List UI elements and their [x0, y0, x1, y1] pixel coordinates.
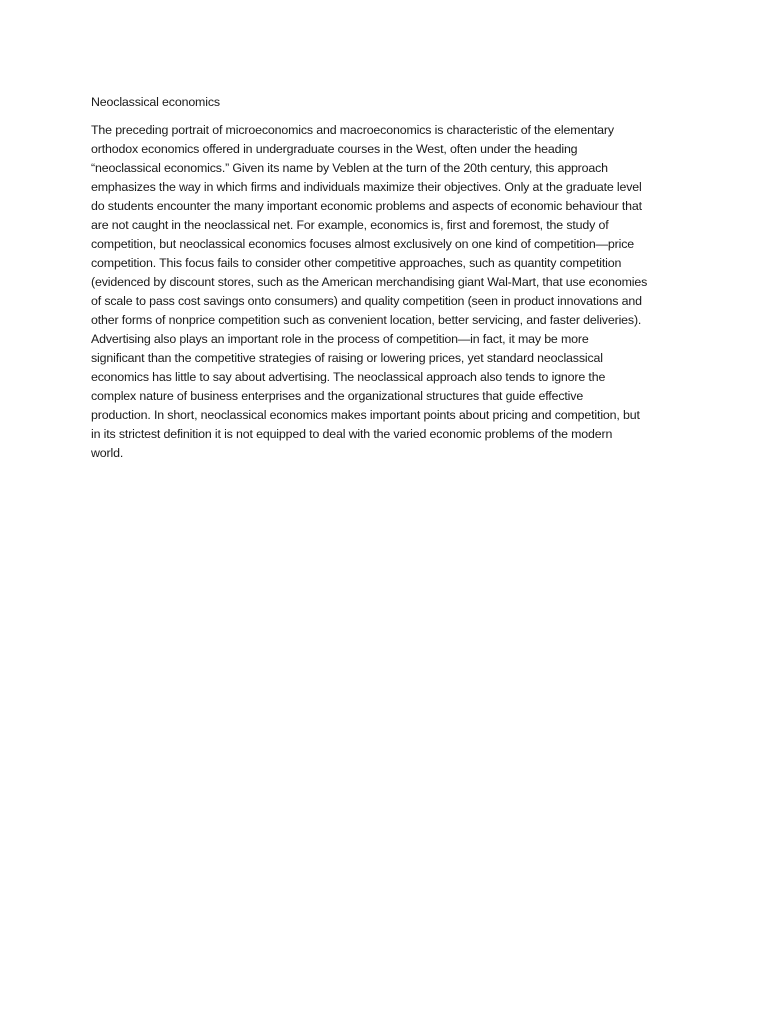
paragraph-line: do students encounter the many important economic problems and aspects of economic behaviour that [91, 199, 642, 213]
paragraph-line: complex nature of business enterprises and the organizational structures that guide effective [91, 389, 584, 403]
paragraph-line: orthodox economics offered in undergraduate courses in the West, often under the heading [91, 142, 578, 156]
paragraph-line: emphasizes the way in which firms and individuals maximize their objectives. Only at the graduate level [91, 180, 642, 194]
paragraph-line: other forms of nonprice competition such as convenient location, better servicing, and faster deliveries). [91, 313, 642, 327]
paragraph-line: economics has little to say about advertising. The neoclassical approach also tends to ignore the [91, 370, 606, 384]
section-heading: Neoclassical economics [91, 95, 220, 109]
paragraph-line: competition, but neoclassical economics focuses almost exclusively on one kind of competition—price [91, 237, 635, 251]
body-paragraph [91, 121, 681, 463]
paragraph-line: world. [91, 446, 124, 460]
paragraph-line: Advertising also plays an important role in the process of competition—in fact, it may be more [91, 332, 589, 346]
paragraph-line: competition. This focus fails to consider other competitive approaches, such as quantity competition [91, 256, 622, 270]
paragraph-line: significant than the competitive strategies of raising or lowering prices, yet standard neoclassical [91, 351, 603, 365]
paragraph-line: are not caught in the neoclassical net. For example, economics is, first and foremost, the study of [91, 218, 609, 232]
document-content [91, 93, 681, 463]
paragraph-line: The preceding portrait of microeconomics and macroeconomics is characteristic of the elementary [91, 123, 614, 137]
paragraph-line: production. In short, neoclassical economics makes important points about pricing and competition, but [91, 408, 640, 422]
paragraph-line: (evidenced by discount stores, such as the American merchandising giant Wal-Mart, that use economies [91, 275, 648, 289]
paragraph-line: “neoclassical economics.” Given its name by Veblen at the turn of the 20th century, this approach [91, 161, 608, 175]
paragraph-line: of scale to pass cost savings onto consumers) and quality competition (seen in product innovations and [91, 294, 642, 308]
paragraph-line: in its strictest definition it is not equipped to deal with the varied economic problems of the modern [91, 427, 613, 441]
